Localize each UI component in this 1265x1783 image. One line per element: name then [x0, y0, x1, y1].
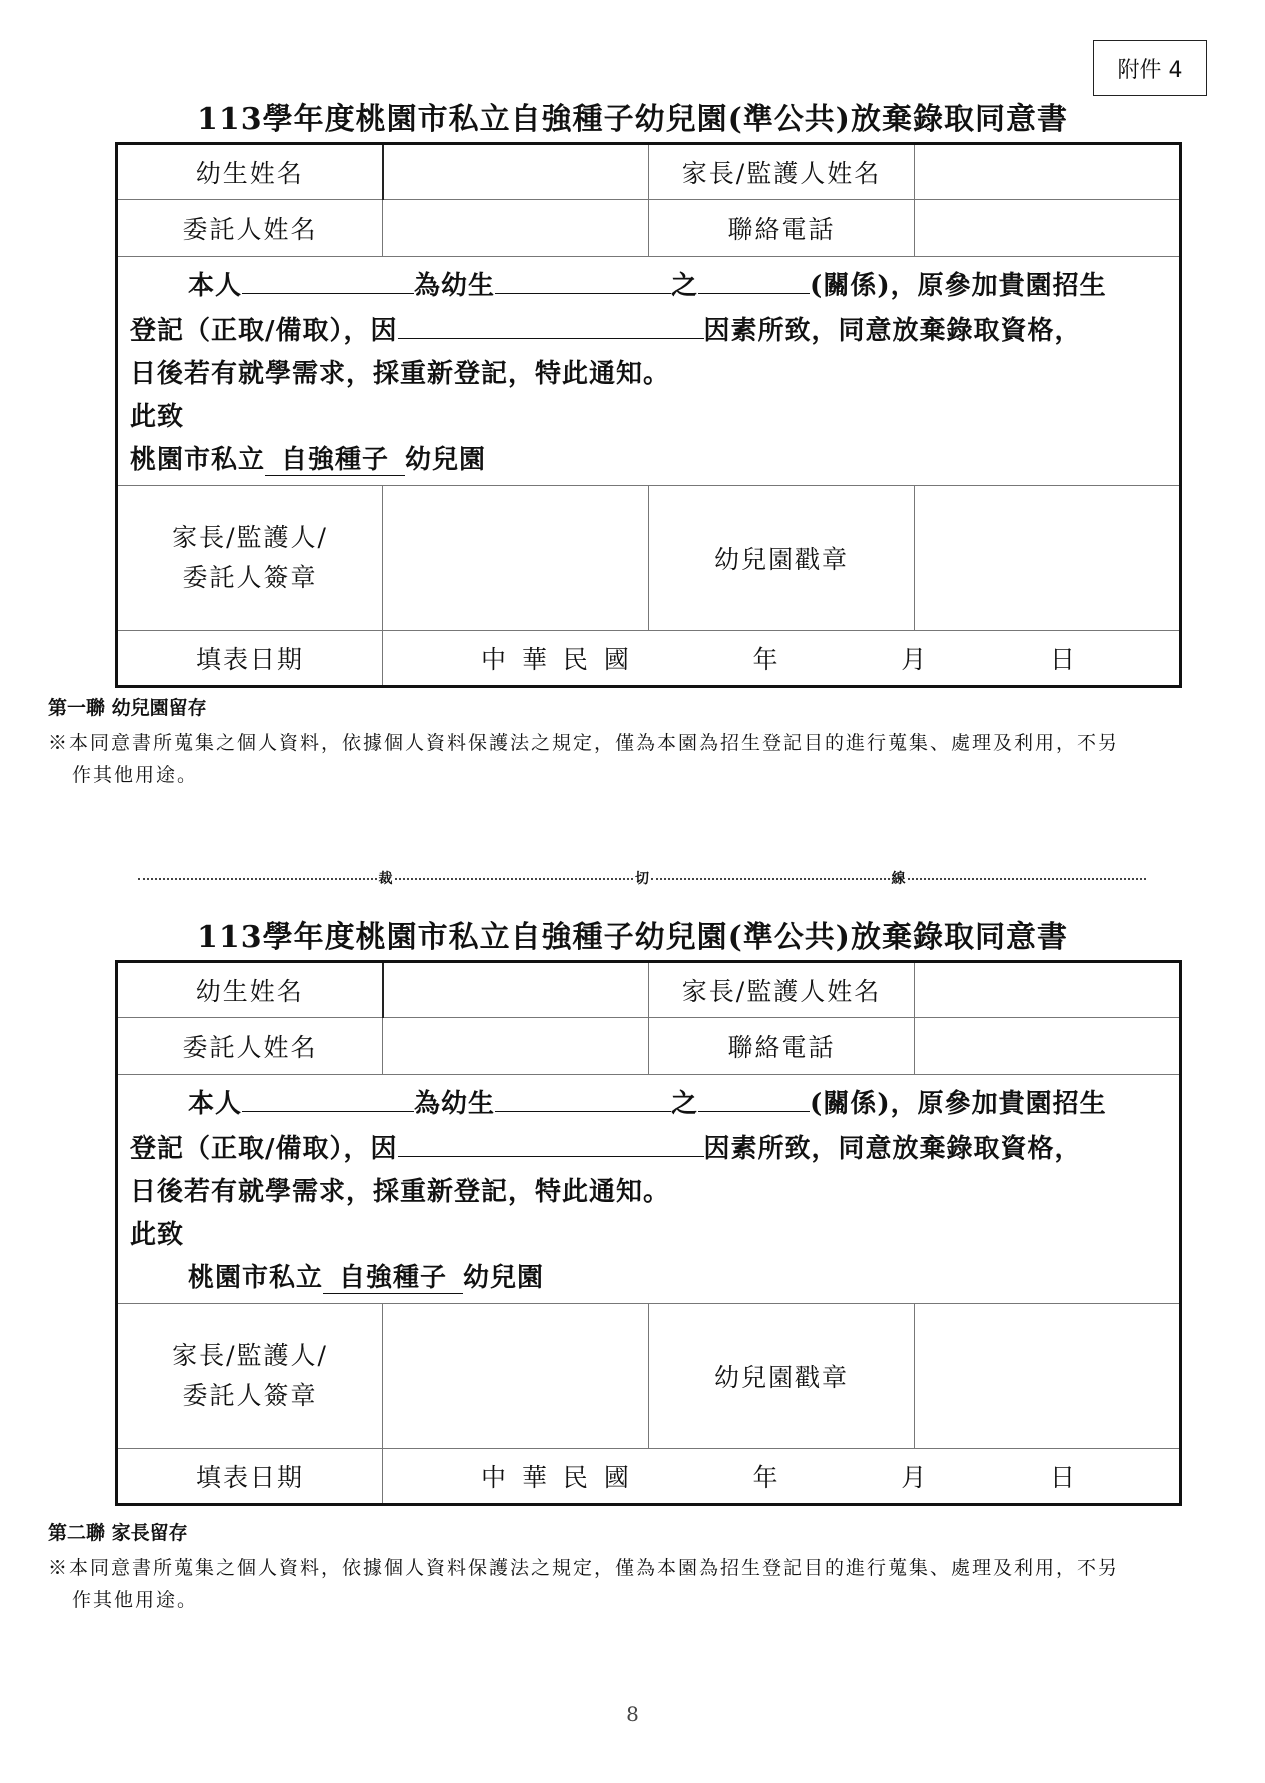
child-name-blank[interactable]: [495, 1081, 671, 1112]
form-title: 113學年度桃園市私立自強種子幼兒園(準公共)放棄錄取同意書: [196, 102, 1068, 137]
consent-statement: [117, 257, 1181, 486]
child-name-label: 幼生姓名: [117, 144, 383, 200]
reason-blank[interactable]: [398, 1126, 704, 1157]
date-month: 月: [901, 645, 931, 674]
cut-char: 裁: [378, 871, 393, 887]
statement-text: 之: [671, 271, 699, 301]
statement-text: 因素所致，同意放棄錄取資格，: [703, 316, 1082, 346]
parent-name-label: 家長/監護人姓名: [649, 962, 915, 1018]
relation-blank[interactable]: [698, 1081, 810, 1112]
phone-label: 聯絡電話: [649, 1018, 915, 1075]
cut-char: 線: [891, 871, 906, 887]
signature-field[interactable]: [383, 1304, 649, 1449]
signature-field[interactable]: [383, 486, 649, 631]
recipient-prefix: 桃園市私立: [188, 1263, 324, 1293]
phone-field[interactable]: [915, 1018, 1181, 1075]
form-title: 113學年度桃園市私立自強種子幼兒園(準公共)放棄錄取同意書: [196, 920, 1068, 955]
child-name-blank[interactable]: [495, 263, 671, 294]
statement-text: 登記（正取/備取），因: [130, 1134, 398, 1164]
privacy-note: ※本同意書所蒐集之個人資料，依據個人資料保護法之規定，僅為本園為招生登記目的進行蒐集、處理及利用，不另 作其他用途。: [48, 732, 1120, 786]
agent-name-label: 委託人姓名: [117, 1018, 383, 1075]
date-roc: 中 華 民 國: [481, 1463, 633, 1492]
stamp-label: 幼兒園戳章: [649, 486, 915, 631]
agent-name-field[interactable]: [383, 1018, 649, 1075]
statement-text: (關係)，原參加貴園招生: [810, 271, 1107, 301]
reason-blank[interactable]: [398, 308, 704, 339]
phone-field[interactable]: [915, 200, 1181, 257]
child-name-field[interactable]: [383, 144, 649, 200]
date-roc: 中 華 民 國: [481, 645, 633, 674]
school-name: 自強種子: [323, 1263, 463, 1294]
stamp-label: 幼兒園戳章: [649, 1304, 915, 1449]
date-field[interactable]: [383, 631, 1181, 687]
statement-text: 為幼生: [414, 1089, 496, 1119]
signature-label: 家長/監護人/ 委託人簽章: [117, 486, 383, 631]
date-day: 日: [1049, 1463, 1079, 1492]
date-day: 日: [1049, 645, 1079, 674]
consent-form-table: [115, 960, 1182, 1506]
agent-name-field[interactable]: [383, 200, 649, 257]
self-name-blank[interactable]: [242, 1081, 414, 1112]
statement-text: 因素所致，同意放棄錄取資格，: [703, 1134, 1082, 1164]
statement-text: 為幼生: [414, 271, 496, 301]
recipient-suffix: 幼兒園: [405, 445, 487, 475]
statement-text: 登記（正取/備取），因: [130, 316, 398, 346]
parent-name-field[interactable]: [915, 962, 1181, 1018]
statement-text: 本人: [188, 271, 243, 301]
date-label: 填表日期: [117, 631, 383, 687]
relation-blank[interactable]: [698, 263, 810, 294]
recipient-prefix: 桃園市私立: [130, 445, 266, 475]
child-name-label: 幼生姓名: [117, 962, 383, 1018]
cut-line: [138, 868, 1146, 888]
stamp-field[interactable]: [915, 486, 1181, 631]
self-name-blank[interactable]: [242, 263, 414, 294]
statement-text: (關係)，原參加貴園招生: [810, 1089, 1107, 1119]
recipient-suffix: 幼兒園: [463, 1263, 545, 1293]
salutation: 此致: [130, 402, 185, 432]
parent-name-label: 家長/監護人姓名: [649, 144, 915, 200]
signature-label: 家長/監護人/ 委託人簽章: [117, 1304, 383, 1449]
consent-form-table: [115, 142, 1182, 688]
date-month: 月: [901, 1463, 931, 1492]
statement-text: 本人: [188, 1089, 243, 1119]
privacy-note: ※本同意書所蒐集之個人資料，依據個人資料保護法之規定，僅為本園為招生登記目的進行蒐集、處理及利用，不另 作其他用途。: [48, 1557, 1120, 1611]
statement-text: 之: [671, 1089, 699, 1119]
consent-statement: [117, 1075, 1181, 1304]
attachment-label: 附件 4: [1093, 40, 1207, 96]
parent-name-field[interactable]: [915, 144, 1181, 200]
statement-text: 日後若有就學需求，採重新登記，特此通知。: [130, 1177, 671, 1207]
stamp-field[interactable]: [915, 1304, 1181, 1449]
statement-text: 日後若有就學需求，採重新登記，特此通知。: [130, 359, 671, 389]
copy-label: 第二聯 家長留存: [48, 1522, 188, 1544]
agent-name-label: 委託人姓名: [117, 200, 383, 257]
cut-char: 切: [635, 871, 649, 887]
date-field[interactable]: [383, 1449, 1181, 1505]
salutation: 此致: [130, 1220, 185, 1250]
school-name: 自強種子: [265, 445, 405, 476]
phone-label: 聯絡電話: [649, 200, 915, 257]
page-number: 8: [626, 1702, 639, 1726]
copy-label: 第一聯 幼兒園留存: [48, 697, 207, 719]
date-year: 年: [752, 1463, 782, 1492]
date-label: 填表日期: [117, 1449, 383, 1505]
date-year: 年: [752, 645, 782, 674]
child-name-field[interactable]: [383, 962, 649, 1018]
